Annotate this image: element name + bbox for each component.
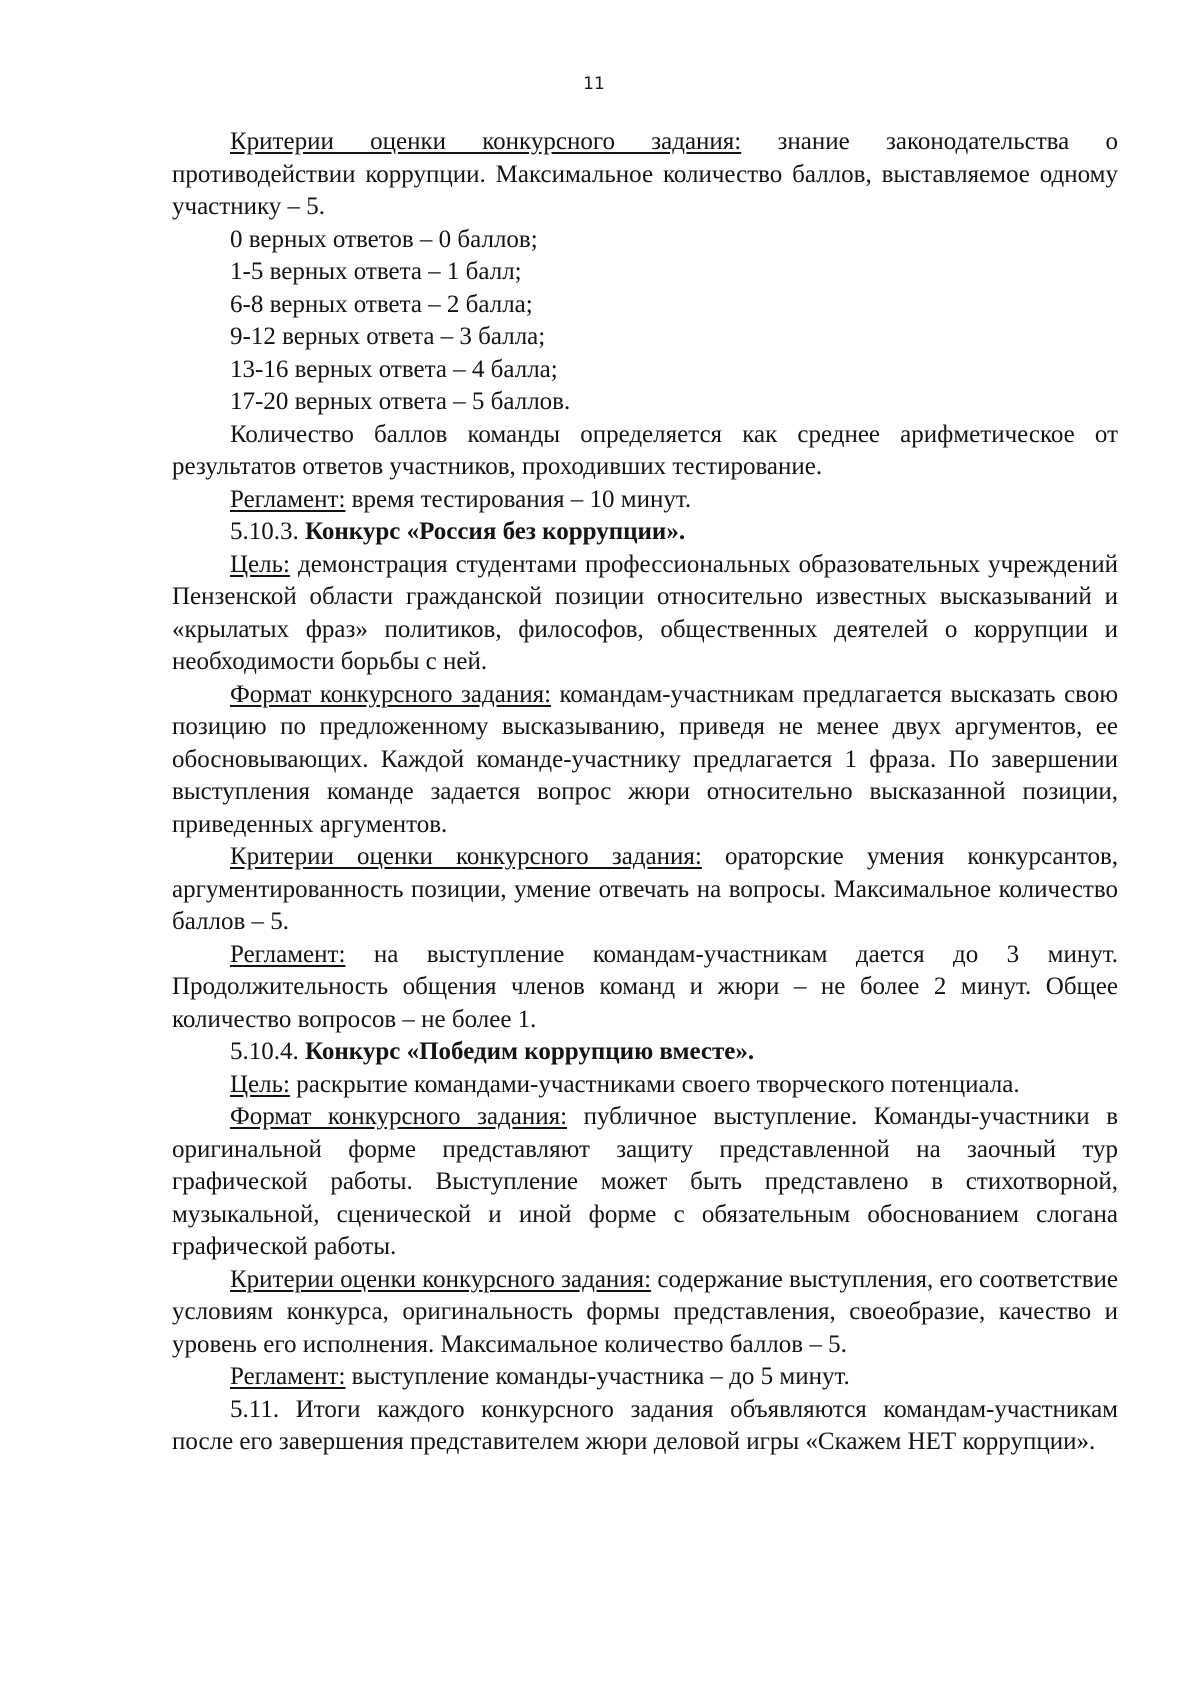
paragraph-label: Регламент: [230,940,346,968]
paragraph-text: ораторские умения конкурсантов, аргументированность позиции, умение отвечать на вопросы. Максимальное количество баллов – 5. [172,843,1119,935]
section-number: 5.10.4. [230,1038,305,1065]
paragraph-label: Цель: [230,1070,290,1098]
paragraph-regulation-russia [172,939,1118,1037]
paragraph-text: публичное выступление. Команды-участники в оригинальной форме представляют защиту представленной на заочный тур графической работы. Выступление может быть представлено в стихотворной, музыкальной, сценической и иной форме с обязательным обоснованием слогана графической работы. [172,1103,1118,1260]
paragraph-criteria-test [172,126,1118,224]
paragraph-text: на выступление командам-участникам дается до 3 минут. Продолжительность общения членов команд и жюри – не более 2 минут. Общее количество вопросов – не более 1. [172,940,1118,1033]
paragraph-text: содержание выступления, его соответствие условиям конкурса, оригинальность формы представления, своеобразие, качество и уровень его исполнения. Максимальное количество баллов – 5. [172,1265,1119,1358]
paragraph-criteria-russia [172,841,1118,939]
paragraph-label: Критерии оценки конкурсного задания: [230,843,702,870]
paragraph-label: Цель: [230,550,290,578]
paragraph-goal-russia [172,549,1118,679]
paragraph-text: 17-20 верных ответа – 5 баллов. [230,388,571,415]
paragraph-label: Критерии оценки конкурсного задания: [230,1265,652,1293]
paragraph-label: Критерии оценки конкурсного задания: [230,128,742,155]
score-line [172,256,1118,289]
section-number: 5.10.3. [230,518,305,545]
paragraph-regulation-test [172,484,1118,517]
paragraph-text: 1-5 верных ответа – 1 балл; [230,258,522,285]
paragraph-text: время тестирования – 10 минут. [345,485,692,513]
paragraph-regulation-together [172,1361,1118,1394]
document-body [172,126,1118,1459]
paragraph-text: 9-12 верных ответа – 3 балла; [230,323,546,350]
paragraph-text: выступление команды-участника – до 5 минут. [345,1363,850,1390]
paragraph-label: Регламент: [230,1363,346,1390]
section-title: Конкурс «Победим коррупцию вместе». [305,1038,755,1065]
paragraph-text: командам-участникам предлагается высказать свою позицию по предложенному высказыванию, приведя не менее двух аргументов, ее обосновывающих. Каждой команде-участнику предлагается 1 фраза. По завершении выступления команде задается вопрос жюри относительно высказанной позиции, приведенных аргументов. [172,680,1118,838]
paragraph-results [172,1394,1118,1459]
paragraph-format-russia [172,679,1118,842]
paragraph-text: демонстрация студентами профессиональных образовательных учреждений Пензенской области гражданской позиции относительно известных высказываний и «крылатых фраз» политиков, философов, общественных деятелей о коррупции и необходимости борьбы с ней. [172,550,1118,675]
paragraph-text: 6-8 верных ответа – 2 балла; [230,290,533,318]
paragraph-text: 13-16 верных ответа – 4 балла; [230,355,558,383]
section-heading-5-10-3 [172,516,1118,549]
paragraph-text: раскрытие командами-участниками своего творческого потенциала. [289,1070,1020,1098]
paragraph-text: 0 верных ответов – 0 баллов; [230,225,538,253]
section-heading-5-10-4 [172,1036,1118,1069]
paragraph-label: Формат конкурсного задания: [230,1103,568,1130]
score-line [172,224,1118,257]
paragraph-text: Количество баллов команды определяется как среднее арифметическое от результатов ответов участников, проходивших тестирование. [172,420,1118,480]
page-number: 11 [583,74,605,94]
score-line [172,386,1118,419]
paragraph-team-score [172,419,1118,484]
paragraph-format-together [172,1101,1118,1264]
paragraph-criteria-together [172,1264,1118,1362]
score-line [172,321,1118,354]
paragraph-text: знание законодательства о противодействии коррупции. Максимальное количество баллов, выставляемое одному участнику – 5. [172,128,1119,220]
score-line [172,289,1118,322]
score-line [172,354,1118,387]
paragraph-label: Формат конкурсного задания: [230,680,552,708]
paragraph-text: 5.11. Итоги каждого конкурсного задания объявляются командам-участникам после его завершения представителем жюри деловой игры «Скажем НЕТ коррупции». [172,1395,1118,1455]
paragraph-label: Регламент: [230,485,346,513]
paragraph-goal-together [172,1069,1118,1102]
section-title: Конкурс «Россия без коррупции». [305,518,686,545]
